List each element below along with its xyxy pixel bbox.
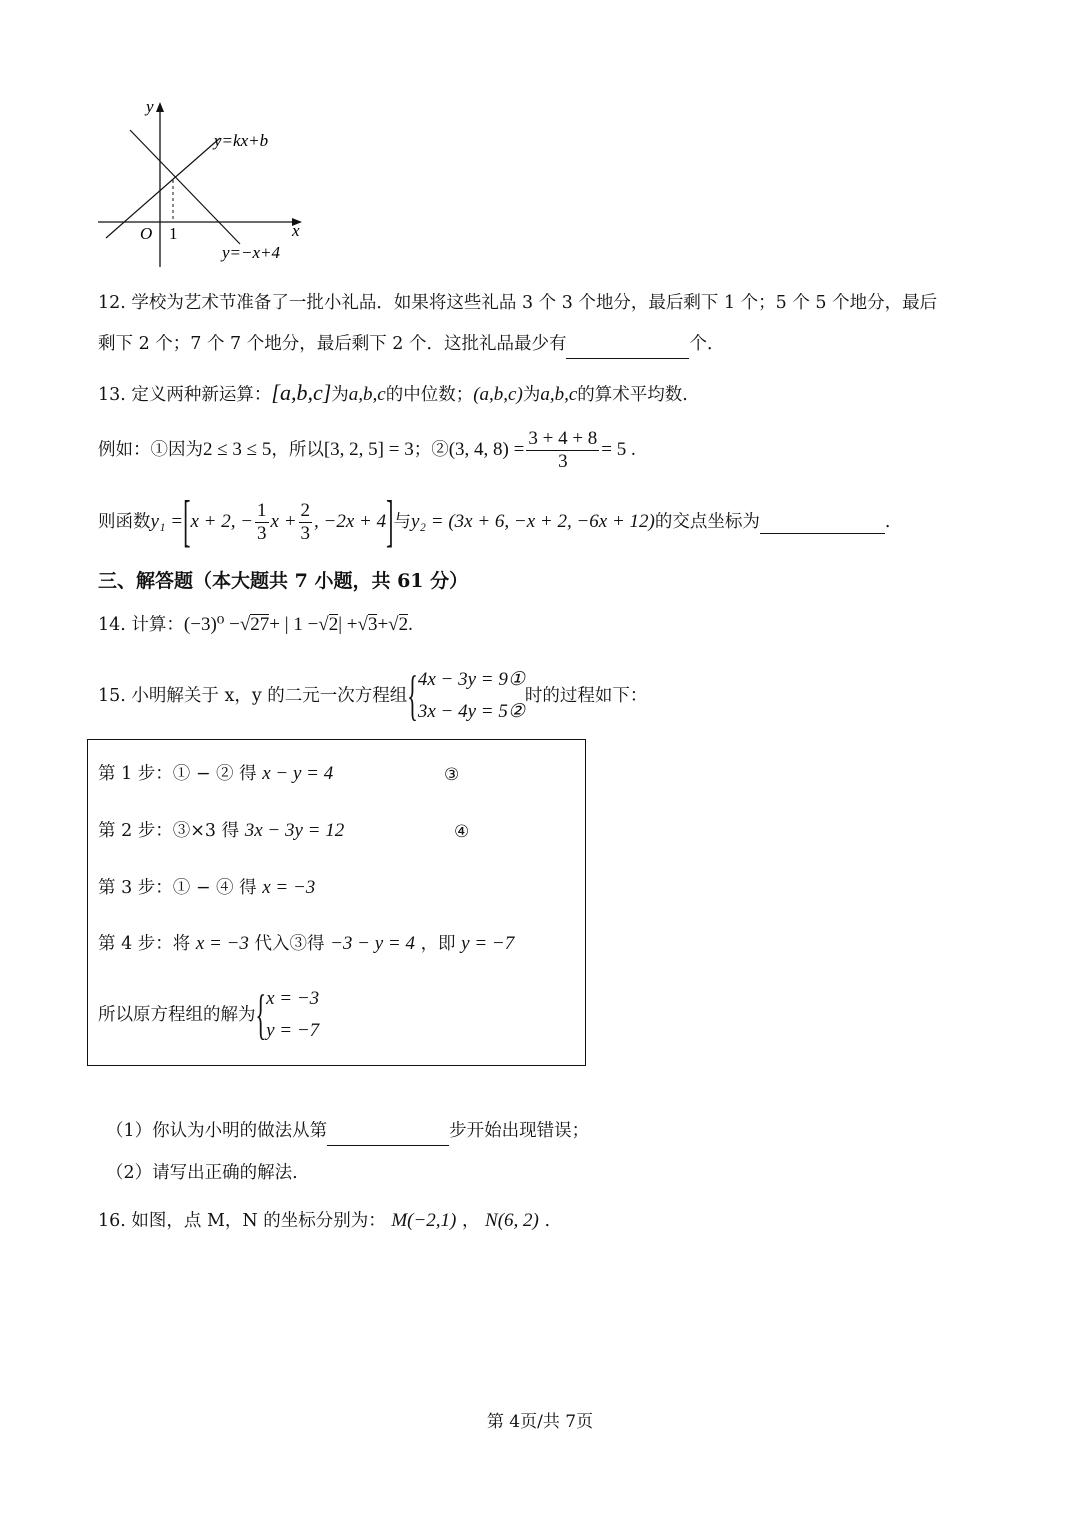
q15-step1-mark: ③	[444, 765, 460, 785]
q15-step2	[98, 820, 344, 842]
q14	[98, 614, 413, 636]
q14-sqrt2a: √2	[318, 614, 339, 635]
q13-fn-part2: x +	[270, 511, 297, 532]
q16-intro: 16. 如图，点 M，N 的坐标分别为：	[98, 1211, 386, 1231]
q13-y1: y₁ =	[150, 511, 184, 532]
q15-eq2: 3x − 4y = 5②	[417, 701, 525, 722]
q13-mean-op: (a,b,c)	[473, 384, 523, 405]
q16-sep: ，	[461, 1211, 480, 1231]
q14-period: .	[408, 614, 413, 635]
q13-for: 为	[331, 385, 349, 405]
q15-step2-mark: ④	[454, 822, 470, 842]
q15-step4	[98, 933, 514, 955]
q13-abc2: a,b,c	[540, 384, 578, 405]
q15-step1-label: 第 1 步：① − ② 得	[98, 764, 257, 784]
q15-step4-eq1: x = −3	[195, 933, 249, 954]
origin-label: O	[140, 224, 153, 243]
q15-solution-x: x = −3	[266, 988, 320, 1009]
y-axis-label: y	[146, 97, 154, 116]
q13-frac2-num: 2	[300, 499, 311, 521]
q13-example-den: 3	[558, 450, 568, 472]
q12-line2	[98, 333, 724, 359]
q13-example	[98, 425, 636, 475]
q15-eq1: 4x − 3y = 9①	[417, 669, 525, 690]
q15-part1-end: 步开始出现错误；	[449, 1121, 590, 1141]
q13-right-bracket: ]	[386, 488, 394, 554]
q15-step3	[98, 877, 315, 899]
q13-answer-blank[interactable]	[760, 511, 885, 534]
q15-solution-system	[266, 983, 319, 1047]
line2-label: y=−x+4	[222, 243, 281, 262]
q15-step4-eq3: y = −7	[461, 933, 515, 954]
q13-definition	[98, 382, 688, 406]
q13-fn-part1: x + 2, −	[190, 511, 254, 532]
q12-line1: 12. 学校为艺术节准备了一批小礼品．如果将这些礼品 3 个 3 个地分，最后剩下 1 个；5 个 5 个地分，最后	[98, 293, 938, 313]
q12-line2-text: 剩下 2 个；7 个 7 个地分，最后剩下 2 个．这批礼品最少有	[98, 334, 567, 354]
q13-example-fraction	[526, 428, 599, 473]
q16	[98, 1210, 550, 1232]
tick-one-label: 1	[169, 224, 178, 243]
q15-step4-eq2: −3 − y = 4	[330, 933, 415, 954]
q13-example-mean: (3, 4, 8) =	[448, 439, 525, 460]
q15-step2-eq: 3x − 3y = 12	[244, 820, 345, 841]
q13-fn-part3: , −2x + 4	[314, 511, 387, 532]
y-axis-arrow	[156, 102, 164, 112]
q15-intro: 15. 小明解关于 x，y 的二元一次方程组	[98, 686, 408, 706]
q14-sqrt27: √27	[239, 614, 270, 635]
q15-system-brace: {	[407, 663, 418, 726]
q15-part1-text: （1）你认为小明的做法从第	[106, 1121, 328, 1141]
q13-abc: a,b,c	[348, 384, 386, 405]
section3-heading: 三、解答题（本大题共 7 小题，共 61 分）	[98, 570, 469, 592]
q13-for2: 为	[522, 385, 541, 405]
q16-point-m: M(−2,1)	[391, 1210, 457, 1231]
q14-sqrt3-val: 3	[367, 614, 378, 635]
q13-example-result: = 5 .	[601, 439, 636, 460]
q13-example-intro: 例如：①因为	[98, 440, 203, 460]
q15-solution	[98, 982, 319, 1048]
q15-step1	[98, 763, 333, 785]
q14-term1: (−3)⁰ −	[183, 614, 240, 635]
q15-part1-blank[interactable]	[327, 1123, 449, 1146]
q13-example-ineq: 2 ≤ 3 ≤ 5	[203, 439, 272, 460]
q14-abs-close: | +	[338, 614, 358, 635]
q15-step4-label: 第 4 步：将	[98, 934, 191, 954]
q15-step3-eq: x = −3	[262, 877, 316, 898]
q15-system	[418, 664, 525, 728]
q16-point-n: N(6, 2)	[485, 1210, 539, 1231]
q15-solution-y: y = −7	[266, 1020, 320, 1041]
q13-example-num: 3 + 4 + 8	[528, 427, 598, 449]
q16-period: .	[544, 1211, 551, 1231]
q13-example-so: ，所以	[271, 440, 324, 460]
q13-example-sep: ；②	[413, 440, 449, 460]
q14-intro: 14. 计算：	[98, 615, 184, 635]
q15-step4-sub: 代入③得	[254, 934, 325, 954]
q14-sqrt3: √3	[357, 614, 378, 635]
q15-part1	[106, 1120, 589, 1146]
q13-fn-question: 的交点坐标为	[654, 512, 760, 532]
q15-part2: （2）请写出正确的解法.	[106, 1163, 298, 1183]
q14-sqrt2a-val: 2	[328, 614, 339, 635]
linear-functions-graph	[90, 92, 320, 272]
q13-frac1	[255, 500, 269, 545]
q15-step2-label: 第 2 步：③×3 得	[98, 821, 240, 841]
q15-solution-label: 所以原方程组的解为	[98, 1005, 256, 1025]
q13-fn-intro: 则函数	[98, 512, 151, 532]
q15-intro-line	[98, 664, 647, 728]
line-kx-b	[106, 138, 220, 238]
q15-solution-brace: {	[255, 982, 267, 1045]
q15-step1-eq: x − y = 4	[262, 763, 334, 784]
q13-median-op: [a,b,c]	[271, 380, 332, 405]
x-axis-label: x	[292, 221, 300, 240]
q13-frac1-num: 1	[257, 499, 267, 521]
q12-answer-blank[interactable]	[566, 336, 689, 359]
q15-step3-label: 第 3 步：① − ④ 得	[98, 878, 257, 898]
q13-frac2	[299, 500, 313, 545]
q14-sqrt2b-val: 2	[398, 614, 409, 635]
page-footer: 第 4页/共 7页	[486, 1412, 594, 1432]
q13-y2: y₂ = (3x + 6, −x + 2, −6x + 12)	[410, 511, 655, 532]
q15-intro-end: 时的过程如下：	[524, 686, 648, 706]
q13-functions	[98, 488, 891, 554]
q13-period: .	[884, 512, 891, 532]
q12-line2-end: 个．	[689, 334, 725, 354]
q14-abs-open: + | 1 −	[269, 614, 319, 635]
q13-frac2-den: 3	[300, 522, 311, 544]
q14-plus: +	[377, 614, 389, 635]
q14-sqrt2b: √2	[388, 614, 409, 635]
q13-and: 与	[393, 512, 411, 532]
q13-mean-text: 的算术平均数.	[577, 385, 688, 405]
q13-median-text: 的中位数；	[385, 385, 474, 405]
q13-intro: 13. 定义两种新运算：	[98, 385, 272, 405]
q15-step4-ie: ，即	[420, 934, 456, 954]
q13-example-median: [3, 2, 5] = 3	[323, 439, 414, 460]
q14-sqrt27-val: 27	[250, 614, 270, 635]
q13-frac1-den: 3	[257, 522, 267, 544]
line1-label: y=kx+b	[214, 131, 269, 150]
q13-left-bracket: [	[183, 488, 191, 554]
